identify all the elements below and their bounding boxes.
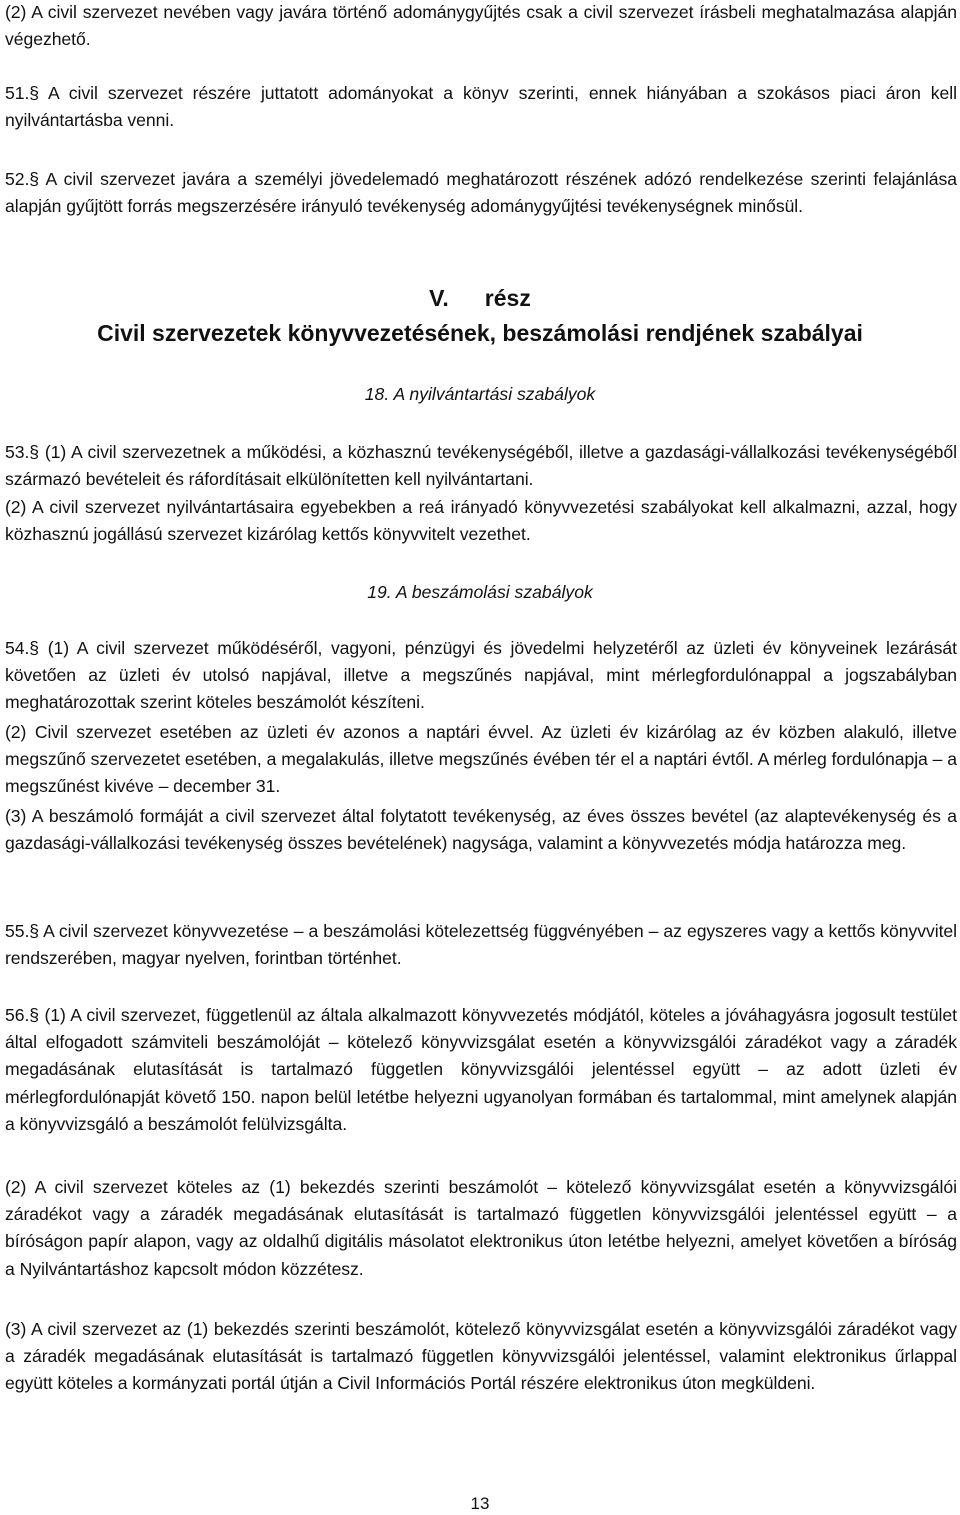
- paragraph-54-3: (3) A beszámoló formáját a civil szervezet által folytatott tevékenység, az éves összes bevétel (az alaptevékenység és a gazdasági-vállalkozási tevékenység összes bevételének) nagysága, valamint a könyvvezetés módja határozza meg.: [5, 806, 957, 854]
- paragraph-56-1: 56.§ (1) A civil szervezet, függetlenül az általa alkalmazott könyvvezetés módjától, köteles a jóváhagyásra jogosult testület által elfogadott számviteli beszámolóját – kötelező könyvvizsgálat esetén a könyvvizsgálói záradékot vagy a záradék megadásának elutasítását is tartalmazó független könyvvizsgálói jelentéssel együtt – az adott üzleti év mérlegfordulónapját követő 150. napon belül letétbe helyezni ugyanolyan formában és tartalommal, mint amelynek alapján a könyvvizsgáló a beszámolót felülvizsgálta.: [5, 1005, 957, 1134]
- part-number: V.: [429, 285, 449, 311]
- subsection-18-heading: 18. A nyilvántartási szabályok: [364, 384, 596, 404]
- paragraph-53-1: 53.§ (1) A civil szervezetnek a működési, a közhasznú tevékenységéből, illetve a gazdasági-vállalkozási tevékenységéből származó bevételeit és ráfordításait elkülönítetten kell nyilvántartani.: [5, 442, 957, 490]
- page-number: 13: [470, 1494, 490, 1513]
- subsection-19-heading: 19. A beszámolási szabályok: [367, 582, 593, 602]
- paragraph-54-2: (2) Civil szervezet esetében az üzleti év azonos a naptári évvel. Az üzleti év kizárólag az év közben alakuló, illetve megszűnő szervezetet esetében, a megalakulás, illetve megszűnés évében tér el a naptári évtől. A mérleg fordulónapja – a megszűnést kivéve – december 31.: [5, 722, 957, 797]
- paragraph-52: 52.§ A civil szervezet javára a személyi jövedelemadó meghatározott részének adózó rendelkezése szerinti felajánlása alapján gyűjtött forrás megszerzésére irányuló tevékenység adománygyűjtési tevékenységnek minősül.: [5, 169, 957, 217]
- paragraph-50-2: (2) A civil szervezet nevében vagy javára történő adománygyűjtés csak a civil szervezet írásbeli meghatalmazása alapján végezhető.: [5, 2, 957, 50]
- paragraph-56-2: (2) A civil szervezet köteles az (1) bekezdés szerinti beszámolót – kötelező könyvvizsgálat esetén a könyvvizsgálói záradékot vagy a záradék megadásának elutasítását is tartalmazó független könyvvizsgálói jelentéssel együtt – a bíróságon papír alapon, vagy az oldalhű digitális másolatot elektronikus úton letétbe helyezni, amelyet követően a bíróság a Nyilvántartáshoz kapcsolt módon közzétesz.: [5, 1177, 957, 1279]
- paragraph-53-2: (2) A civil szervezet nyilvántartásaira egyebekben a reá irányadó könyvvezetési szabályokat kell alkalmazni, azzal, hogy közhasznú jogállású szervezet kizárólag kettős könyvvitelt vezethet.: [5, 497, 957, 545]
- part-title: Civil szervezetek könyvvezetésének, beszámolási rendjének szabályai: [97, 320, 863, 346]
- paragraph-55: 55.§ A civil szervezet könyvvezetése – a beszámolási kötelezettség függvényében – az egyszeres vagy a kettős könyvvitel rendszerében, magyar nyelven, forintban történhet.: [5, 921, 957, 969]
- paragraph-56-3: (3) A civil szervezet az (1) bekezdés szerinti beszámolót, kötelező könyvvizsgálat esetén a könyvvizsgálói záradékot vagy a záradék megadásának elutasítását is tartalmazó független könyvvizsgálói jelentéssel, valamint elektronikus űrlappal együtt köteles a kormányzati portál útján a Civil Információs Portál részére elektronikus úton megküldeni.: [5, 1319, 957, 1394]
- paragraph-54-1: 54.§ (1) A civil szervezet működéséről, vagyoni, pénzügyi és jövedelmi helyzetéről az üzleti év könyveinek lezárását követően az üzleti év utolsó napjával, illetve a megszűnés napjával, mint mérlegfordulónappal a jogszabályban meghatározottak szerint köteles beszámolót készíteni.: [5, 638, 957, 713]
- paragraph-51: 51.§ A civil szervezet részére juttatott adományokat a könyv szerinti, ennek hiányában a szokásos piaci áron kell nyilvántartásba venni.: [5, 83, 957, 131]
- part-word: rész: [484, 285, 531, 311]
- part-heading-number: [0, 283, 960, 313]
